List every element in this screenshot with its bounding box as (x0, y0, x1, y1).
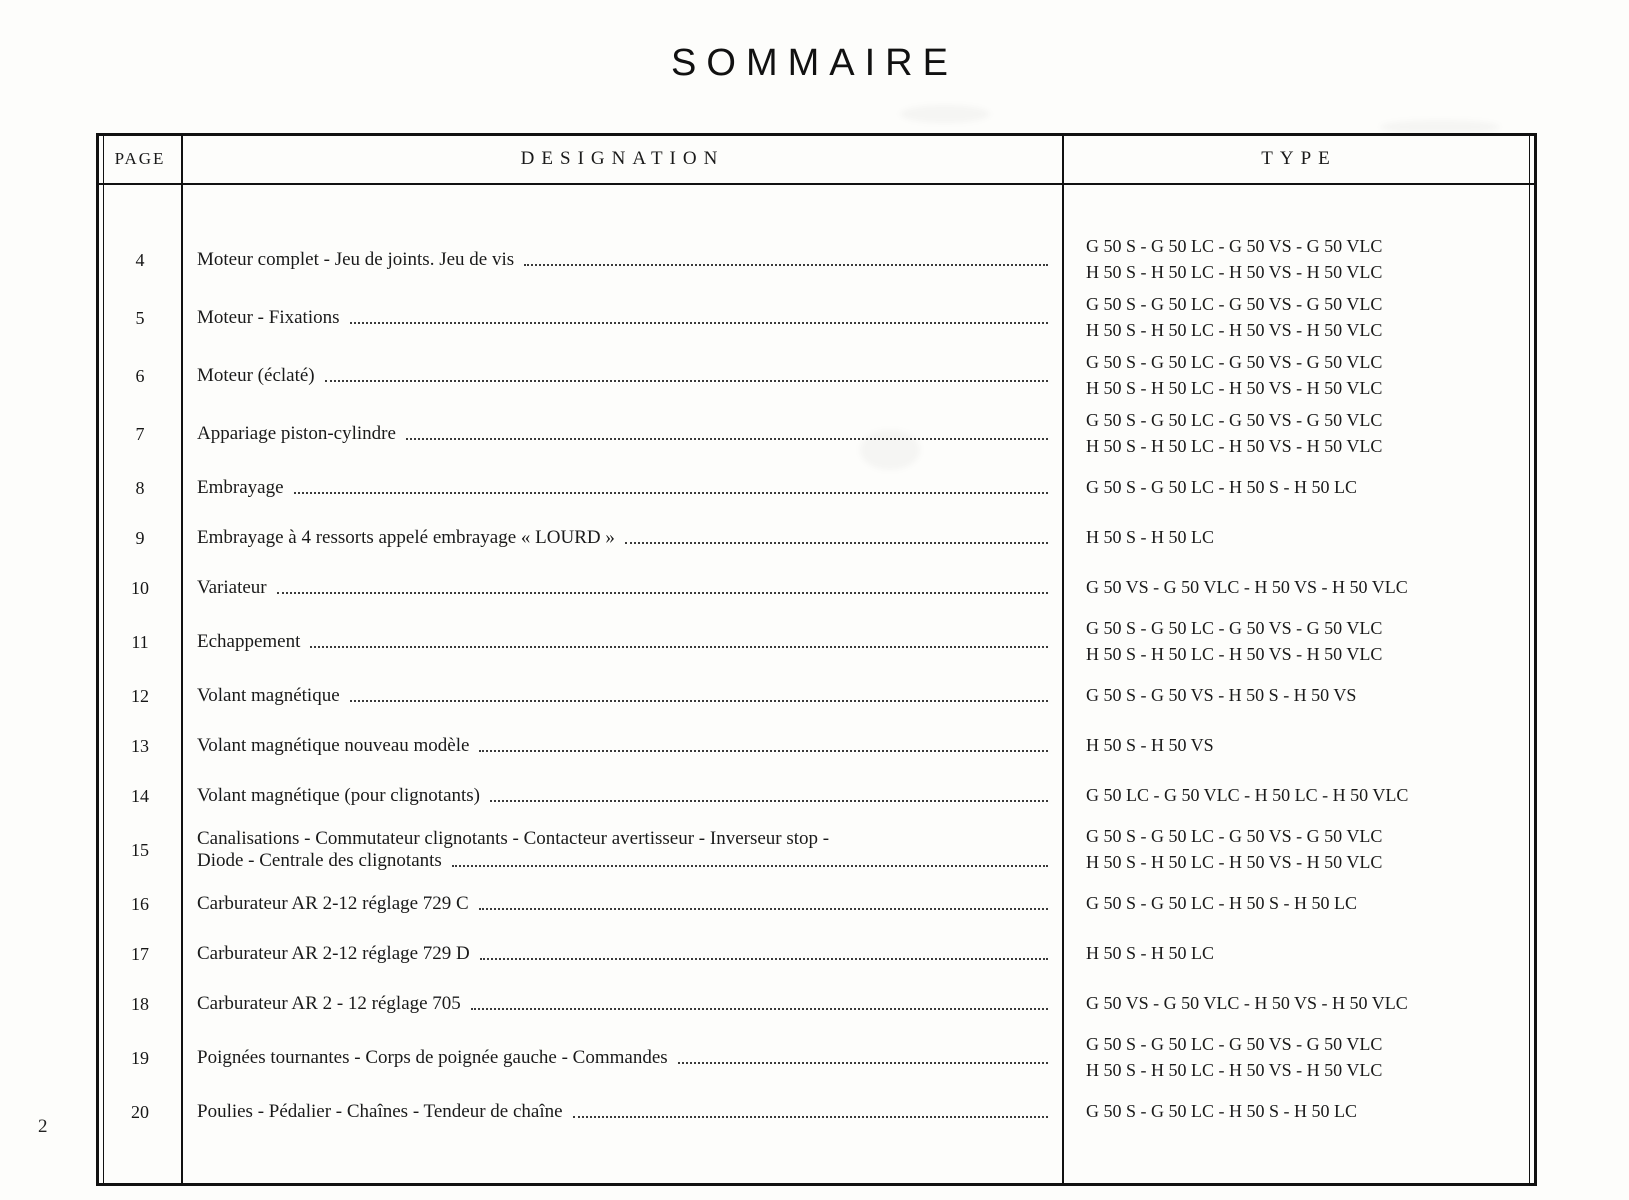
cell-type (1063, 405, 1534, 463)
cell-designation (182, 929, 1063, 979)
designation-text: Echappement (197, 631, 301, 652)
table-row (99, 563, 1534, 613)
cell-designation (182, 289, 1063, 347)
page-title: SOMMAIRE (671, 42, 958, 84)
cell-type (1063, 613, 1534, 671)
type-line: H 50 S - H 50 VS (1086, 735, 1214, 756)
table-row (99, 513, 1534, 563)
type-line: H 50 S - H 50 LC - H 50 VS - H 50 VLC (1086, 262, 1383, 282)
leader-dots (490, 799, 1048, 802)
cell-designation (182, 1029, 1063, 1087)
designation-text: Carburateur AR 2-12 réglage 729 C (197, 893, 469, 914)
designation-text: Carburateur AR 2-12 réglage 729 D (197, 943, 470, 964)
cell-type (1063, 879, 1534, 929)
cell-page: 5 (99, 289, 182, 347)
leader-dots (573, 1115, 1048, 1118)
type-line: G 50 S - G 50 LC - G 50 VS - G 50 VLC (1086, 236, 1383, 257)
type-line: G 50 S - G 50 LC - H 50 S - H 50 LC (1086, 893, 1358, 914)
summary-table-border (96, 133, 1537, 1186)
cell-type (1063, 979, 1534, 1029)
cell-designation (182, 671, 1063, 721)
table-row (99, 671, 1534, 721)
spacer-cell (99, 184, 182, 231)
cell-designation (182, 463, 1063, 513)
table-row (99, 979, 1534, 1029)
designation-text-line2: Diode - Centrale des clignotants (197, 850, 442, 871)
table-row (99, 1029, 1534, 1087)
type-line: H 50 S - H 50 LC - H 50 VS - H 50 VLC (1086, 320, 1383, 340)
table-row (99, 821, 1534, 879)
designation-text: Volant magnétique nouveau modèle (197, 735, 470, 756)
type-line: H 50 S - H 50 LC - H 50 VS - H 50 VLC (1086, 378, 1383, 398)
cell-page: 16 (99, 879, 182, 929)
type-line: G 50 S - G 50 LC - G 50 VS - G 50 VLC (1086, 826, 1383, 847)
cell-type (1063, 671, 1534, 721)
spacer-cell (1063, 1137, 1534, 1183)
leader-dots (406, 437, 1048, 440)
page-number: 2 (38, 1116, 48, 1137)
cell-page: 8 (99, 463, 182, 513)
cell-designation (182, 513, 1063, 563)
leader-dots (325, 379, 1048, 382)
cell-page: 7 (99, 405, 182, 463)
type-line: G 50 LC - G 50 VLC - H 50 LC - H 50 VLC (1086, 785, 1409, 806)
cell-page: 20 (99, 1087, 182, 1137)
leader-dots (310, 645, 1048, 648)
column-header-type: TYPE (1063, 136, 1534, 184)
cell-type (1063, 347, 1534, 405)
type-line: H 50 S - H 50 LC - H 50 VS - H 50 VLC (1086, 644, 1383, 664)
cell-type (1063, 1029, 1534, 1087)
cell-page: 12 (99, 671, 182, 721)
cell-designation (182, 347, 1063, 405)
type-line: G 50 S - G 50 LC - G 50 VS - G 50 VLC (1086, 618, 1383, 639)
leader-dots (471, 1007, 1048, 1010)
cell-page: 11 (99, 613, 182, 671)
column-header-page: PAGE (99, 136, 182, 184)
table-row (99, 405, 1534, 463)
summary-table (99, 136, 1534, 1183)
table-row (99, 289, 1534, 347)
table-row (99, 879, 1534, 929)
leader-dots (678, 1061, 1048, 1064)
cell-type (1063, 771, 1534, 821)
cell-designation (182, 231, 1063, 289)
type-line: G 50 S - G 50 LC - G 50 VS - G 50 VLC (1086, 352, 1383, 373)
type-line: G 50 S - G 50 VS - H 50 S - H 50 VS (1086, 685, 1357, 706)
leader-dots (294, 491, 1048, 494)
type-line: H 50 S - H 50 LC - H 50 VS - H 50 VLC (1086, 852, 1383, 872)
spacer-cell (99, 1137, 182, 1183)
spacer-cell (1063, 184, 1534, 231)
type-line: G 50 S - G 50 LC - H 50 S - H 50 LC (1086, 1101, 1358, 1122)
leader-dots (480, 957, 1048, 960)
cell-designation (182, 721, 1063, 771)
table-row (99, 929, 1534, 979)
leader-dots (524, 263, 1048, 266)
cell-type (1063, 463, 1534, 513)
cell-page: 6 (99, 347, 182, 405)
cell-designation (182, 1087, 1063, 1137)
designation-text: Volant magnétique (pour clignotants) (197, 785, 481, 806)
table-row (99, 347, 1534, 405)
table-spacer-row (99, 184, 1534, 231)
cell-page: 18 (99, 979, 182, 1029)
cell-page: 13 (99, 721, 182, 771)
leader-dots (350, 699, 1048, 702)
cell-page: 10 (99, 563, 182, 613)
cell-page: 9 (99, 513, 182, 563)
cell-page: 15 (99, 821, 182, 879)
cell-page: 19 (99, 1029, 182, 1087)
cell-type (1063, 929, 1534, 979)
type-line: H 50 S - H 50 LC - H 50 VS - H 50 VLC (1086, 1060, 1383, 1080)
designation-text: Embrayage à 4 ressorts appelé embrayage « LOURD » (197, 527, 615, 548)
designation-text: Moteur - Fixations (197, 307, 340, 328)
type-line: G 50 VS - G 50 VLC - H 50 VS - H 50 VLC (1086, 993, 1408, 1014)
designation-text: Appariage piston-cylindre (197, 423, 396, 444)
designation-text: Volant magnétique (197, 685, 340, 706)
cell-designation (182, 821, 1063, 879)
type-line: G 50 S - G 50 LC - G 50 VS - G 50 VLC (1086, 294, 1383, 315)
scan-artifact (900, 105, 990, 123)
type-line: G 50 S - G 50 LC - G 50 VS - G 50 VLC (1086, 410, 1383, 431)
table-spacer-row (99, 1137, 1534, 1183)
table-row (99, 231, 1534, 289)
designation-text: Embrayage (197, 477, 284, 498)
type-line: H 50 S - H 50 LC (1086, 527, 1215, 548)
cell-designation (182, 613, 1063, 671)
designation-text: Moteur complet - Jeu de joints. Jeu de vis (197, 249, 515, 270)
table-row (99, 613, 1534, 671)
cell-designation (182, 771, 1063, 821)
table-row (99, 1087, 1534, 1137)
cell-page: 14 (99, 771, 182, 821)
designation-text: Canalisations - Commutateur clignotants - Contacteur avertisseur - Inverseur stop - (197, 828, 830, 849)
leader-dots (277, 591, 1048, 594)
spacer-cell (182, 1137, 1063, 1183)
table-row (99, 771, 1534, 821)
cell-type (1063, 289, 1534, 347)
type-line: G 50 VS - G 50 VLC - H 50 VS - H 50 VLC (1086, 577, 1408, 598)
summary-table-wrapper (96, 133, 1537, 1186)
type-line: H 50 S - H 50 LC (1086, 943, 1215, 964)
column-header-designation: DESIGNATION (182, 136, 1063, 184)
leader-dots (452, 864, 1048, 867)
table-row (99, 721, 1534, 771)
cell-type (1063, 721, 1534, 771)
cell-designation (182, 979, 1063, 1029)
leader-dots (479, 749, 1048, 752)
cell-type (1063, 513, 1534, 563)
designation-text: Variateur (197, 577, 267, 598)
table-header-row (99, 136, 1534, 184)
designation-text: Carburateur AR 2 - 12 réglage 705 (197, 993, 461, 1014)
designation-text: Poulies - Pédalier - Chaînes - Tendeur de chaîne (197, 1101, 563, 1122)
spacer-cell (182, 184, 1063, 231)
cell-designation (182, 563, 1063, 613)
cell-type (1063, 231, 1534, 289)
type-line: G 50 S - G 50 LC - G 50 VS - G 50 VLC (1086, 1034, 1383, 1055)
table-body (99, 184, 1534, 1183)
type-line: H 50 S - H 50 LC - H 50 VS - H 50 VLC (1086, 436, 1383, 456)
designation-text: Moteur (éclaté) (197, 365, 315, 386)
cell-type (1063, 563, 1534, 613)
cell-page: 4 (99, 231, 182, 289)
leader-dots (350, 321, 1049, 324)
designation-text: Poignées tournantes - Corps de poignée gauche - Commandes (197, 1047, 668, 1068)
table-header (99, 136, 1534, 184)
leader-dots (625, 541, 1048, 544)
cell-type (1063, 821, 1534, 879)
type-line: G 50 S - G 50 LC - H 50 S - H 50 LC (1086, 477, 1358, 498)
scan-artifact (1380, 120, 1500, 134)
cell-page: 17 (99, 929, 182, 979)
table-row (99, 463, 1534, 513)
cell-type (1063, 1087, 1534, 1137)
leader-dots (479, 907, 1048, 910)
cell-designation (182, 405, 1063, 463)
cell-designation (182, 879, 1063, 929)
